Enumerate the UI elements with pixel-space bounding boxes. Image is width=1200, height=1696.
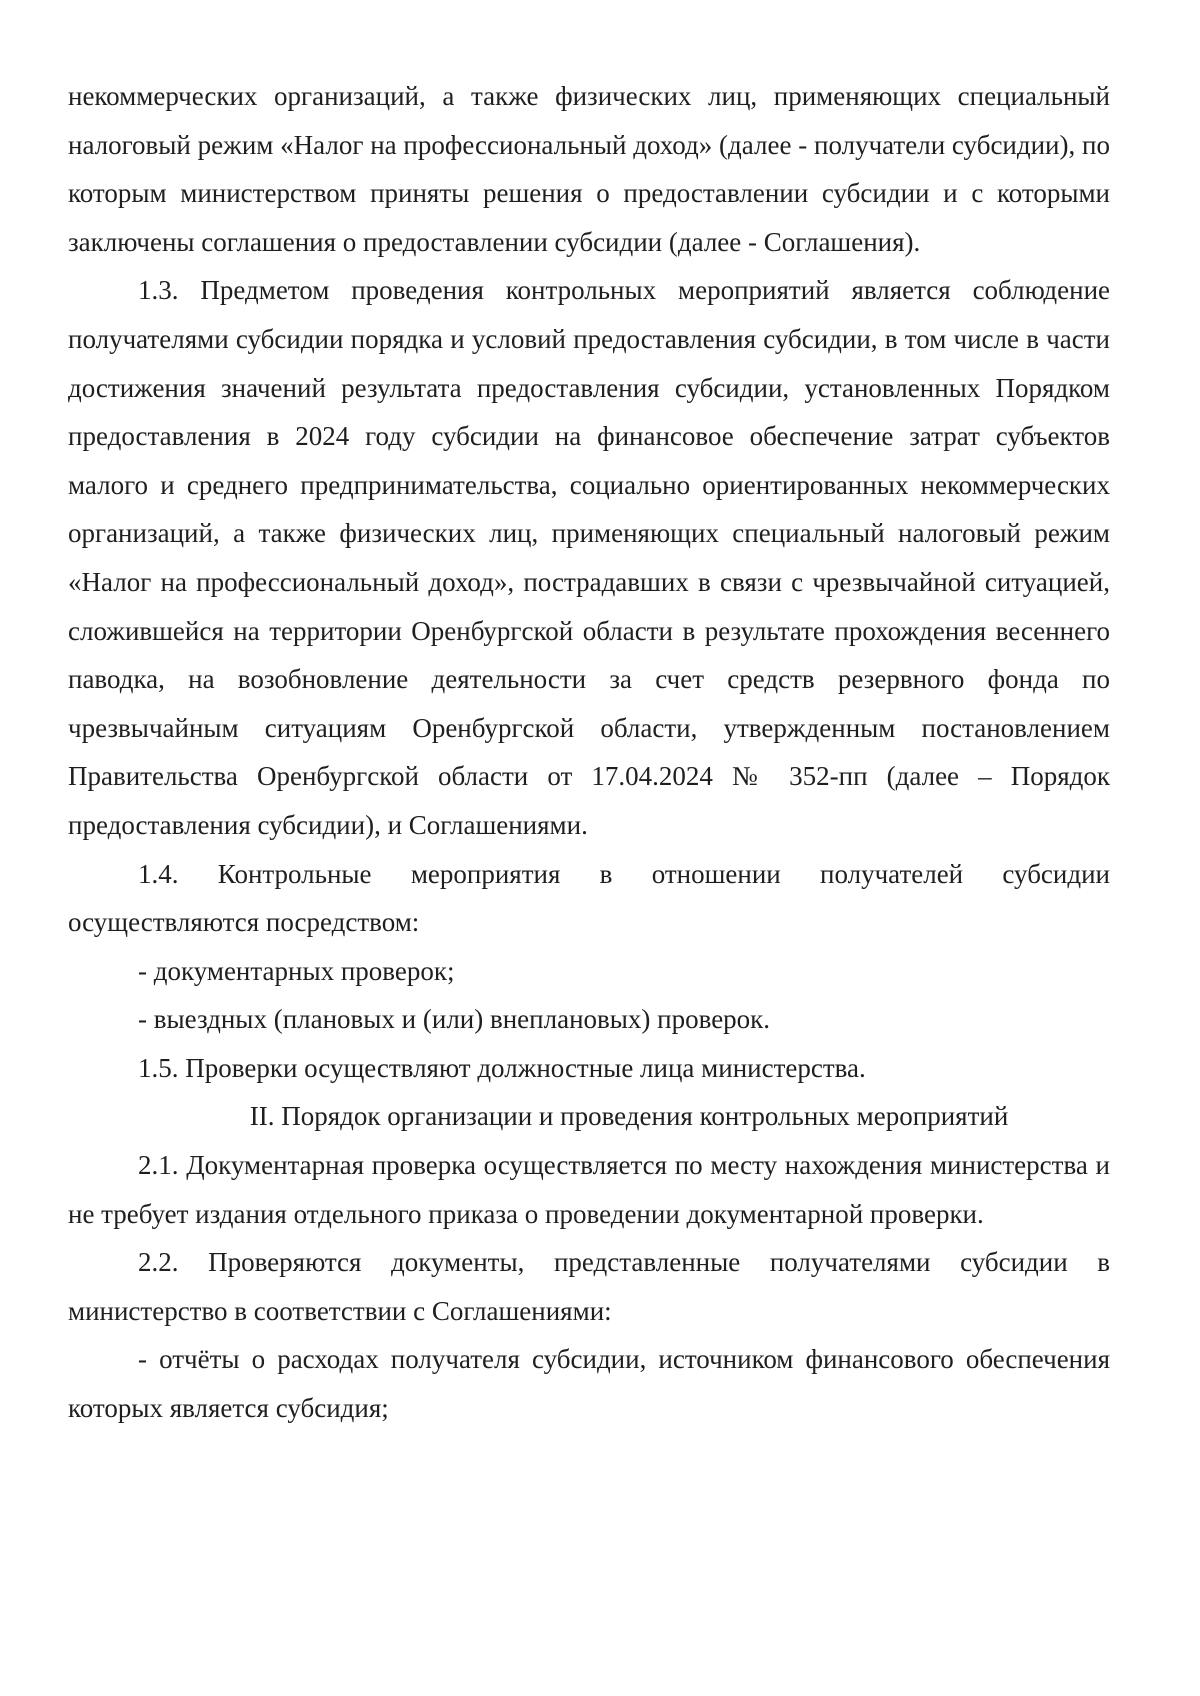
document-body xyxy=(68,72,1110,1433)
paragraph-2-2: 2.2. Проверяются документы, представленные получателями субсидии в министерство в соответствии с Соглашениями: xyxy=(68,1247,1110,1326)
section-heading-2: II. Порядок организации и проведения контрольных мероприятий xyxy=(249,1101,1009,1132)
paragraph-1-3: 1.3. Предметом проведения контрольных мероприятий является соблюдение получателями субсидии порядка и условий предоставления субсидии, в том числе в части достижения значений результата предоставления субсидии, установленных Порядком предоставления в 2024 году субсидии на финансовое обеспечение затрат субъектов малого и среднего предпринимательства, социально ориентированных некоммерческих организаций, а также физических лиц, применяющих специальный налоговый режим «Налог на профессиональный доход», пострадавших в связи с чрезвычайной ситуацией, сложившейся на территории Оренбургской области в результате прохождения весеннего паводка, на возобновление деятельности за счет средств резервного фонда по чрезвычайным ситуациям Оренбургской области, утвержденным постановлением Правительства Оренбургской области от 17.04.2024 № 352-пп (далее – Порядок предоставления субсидии), и Соглашениями. xyxy=(68,275,1110,840)
paragraph-continuation: некоммерческих организаций, а также физических лиц, применяющих специальный налоговый режим «Налог на профессиональный доход» (далее - получатели субсидии), по которым министерством приняты решения о предоставлении субсидии и с которыми заключены соглашения о предоставлении субсидии (далее - Соглашения). xyxy=(68,81,1110,257)
paragraph-1-4: 1.4. Контрольные мероприятия в отношении получателей субсидии осуществляются посредством: xyxy=(68,858,1110,938)
paragraph-1-5: 1.5. Проверки осуществляют должностные лица министерства. xyxy=(138,1052,866,1083)
list-item-field-checks: - выездных (плановых и (или) внеплановых) проверок. xyxy=(138,1004,771,1035)
list-item-documentary-checks: - документарных проверок; xyxy=(138,955,455,986)
list-item-expense-reports: - отчёты о расходах получателя субсидии, источником финансового обеспечения которых является субсидия; xyxy=(68,1344,1110,1424)
paragraph-2-1: 2.1. Документарная проверка осуществляется по месту нахождения министерства и не требует издания отдельного приказа о проведении документарной проверки. xyxy=(68,1150,1110,1229)
